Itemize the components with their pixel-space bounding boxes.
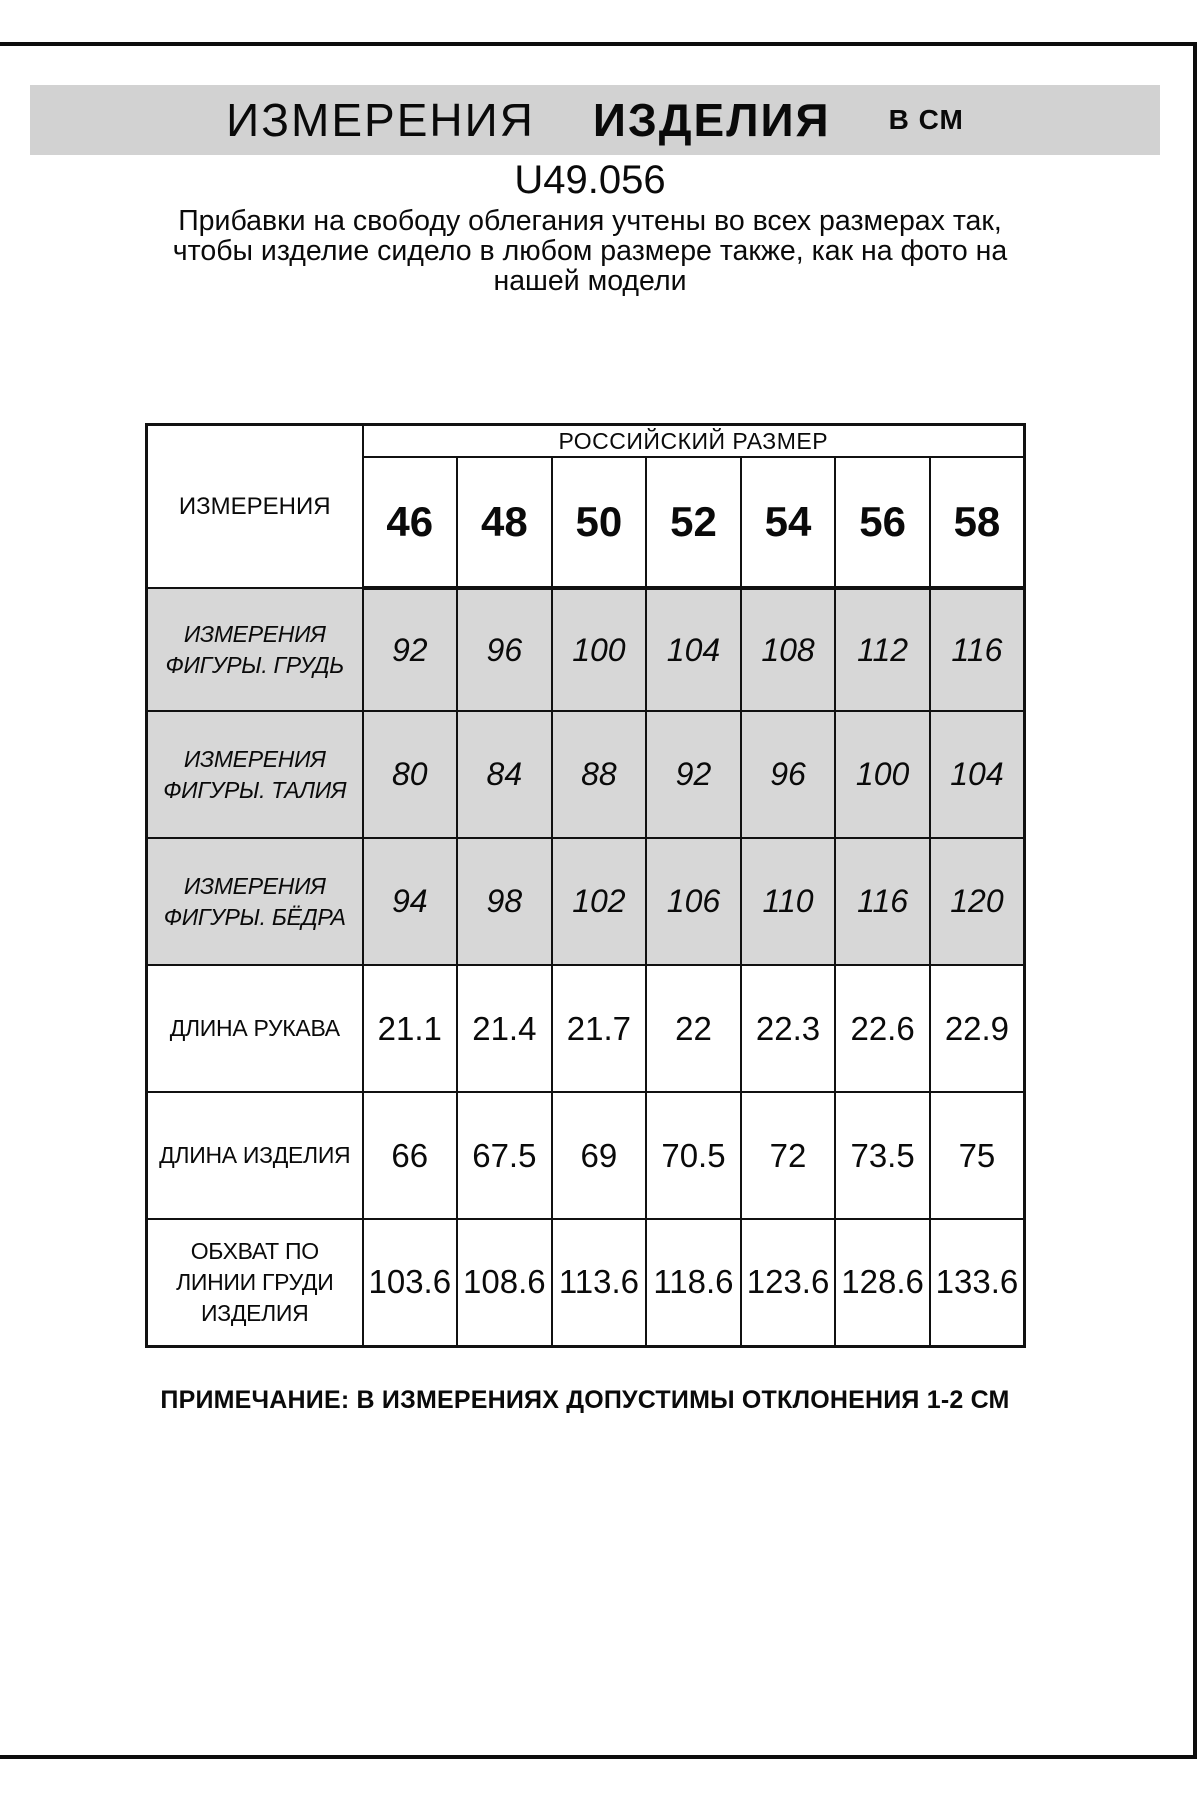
measurement-value-cell: 103.6 xyxy=(363,1219,458,1346)
measurement-row-label: ИЗМЕРЕНИЯ ФИГУРЫ. ТАЛИЯ xyxy=(147,711,363,838)
fit-description xyxy=(145,206,1035,296)
measurement-value-cell: 123.6 xyxy=(741,1219,836,1346)
measurement-value-cell: 94 xyxy=(363,838,458,965)
measurement-value-cell: 108.6 xyxy=(457,1219,552,1346)
measurement-value-cell: 100 xyxy=(552,588,647,711)
tolerance-note: ПРИМЕЧАНИЕ: В ИЗМЕРЕНИЯХ ДОПУСТИМЫ ОТКЛОНЕНИЯ 1-2 СМ xyxy=(160,1386,1010,1414)
measurement-value-cell: 21.4 xyxy=(457,965,552,1092)
size-column-header: 58 xyxy=(930,457,1025,588)
measurement-value-cell: 92 xyxy=(363,588,458,711)
measurement-value-cell: 112 xyxy=(835,588,930,711)
measurement-row xyxy=(147,711,1025,838)
measurement-value-cell: 102 xyxy=(552,838,647,965)
measurement-value-cell: 21.1 xyxy=(363,965,458,1092)
title-word-measurements: ИЗМЕРЕНИЯ xyxy=(226,94,535,146)
measurement-value-cell: 69 xyxy=(552,1092,647,1219)
measurement-value-cell: 72 xyxy=(741,1092,836,1219)
product-code: U49.056 xyxy=(514,158,666,202)
measurement-row xyxy=(147,965,1025,1092)
measurement-row-label: ОБХВАТ ПО ЛИНИИ ГРУДИ ИЗДЕЛИЯ xyxy=(147,1219,363,1346)
measurement-value-cell: 100 xyxy=(835,711,930,838)
size-column-header: 48 xyxy=(457,457,552,588)
measurement-row xyxy=(147,1092,1025,1219)
title-unit-cm: В СМ xyxy=(888,104,964,135)
measurement-value-cell: 104 xyxy=(930,711,1025,838)
measurement-row xyxy=(147,838,1025,965)
measurement-value-cell: 120 xyxy=(930,838,1025,965)
measurement-value-cell: 96 xyxy=(457,588,552,711)
measurement-value-cell: 21.7 xyxy=(552,965,647,1092)
measurement-value-cell: 22.9 xyxy=(930,965,1025,1092)
fit-description-line: Прибавки на свободу облегания учтены во всех размерах так, xyxy=(178,205,1002,237)
russian-size-group-header: РОССИЙСКИЙ РАЗМЕР xyxy=(363,425,1025,458)
measurement-value-cell: 67.5 xyxy=(457,1092,552,1219)
measurements-column-header: ИЗМЕРЕНИЯ xyxy=(147,425,363,589)
measurement-row-label: ИЗМЕРЕНИЯ ФИГУРЫ. ГРУДЬ xyxy=(147,588,363,711)
measurement-row-label: ИЗМЕРЕНИЯ ФИГУРЫ. БЁДРА xyxy=(147,838,363,965)
measurement-row xyxy=(147,588,1025,711)
title-word-product: ИЗДЕЛИЯ xyxy=(592,94,831,146)
measurement-row xyxy=(147,1219,1025,1346)
size-table xyxy=(145,423,1026,1348)
fit-description-line: чтобы изделие сидело в любом размере также, как на фото на xyxy=(172,235,1008,267)
measurement-value-cell: 88 xyxy=(552,711,647,838)
measurement-value-cell: 116 xyxy=(835,838,930,965)
size-column-header: 50 xyxy=(552,457,647,588)
measurement-value-cell: 22 xyxy=(646,965,741,1092)
measurement-row-label: ДЛИНА РУКАВА xyxy=(147,965,363,1092)
measurement-value-cell: 70.5 xyxy=(646,1092,741,1219)
measurement-value-cell: 133.6 xyxy=(930,1219,1025,1346)
measurement-value-cell: 66 xyxy=(363,1092,458,1219)
measurement-row-label: ДЛИНА ИЗДЕЛИЯ xyxy=(147,1092,363,1219)
measurement-value-cell: 84 xyxy=(457,711,552,838)
measurement-value-cell: 22.6 xyxy=(835,965,930,1092)
group-header-row xyxy=(147,425,1025,458)
size-column-header: 54 xyxy=(741,457,836,588)
measurement-value-cell: 108 xyxy=(741,588,836,711)
measurement-value-cell: 128.6 xyxy=(835,1219,930,1346)
measurement-value-cell: 116 xyxy=(930,588,1025,711)
measurement-value-cell: 73.5 xyxy=(835,1092,930,1219)
fit-description-line: нашей модели xyxy=(493,265,687,297)
title-bar xyxy=(30,85,1160,155)
measurement-value-cell: 96 xyxy=(741,711,836,838)
measurement-value-cell: 118.6 xyxy=(646,1219,741,1346)
measurement-value-cell: 110 xyxy=(741,838,836,965)
size-column-header: 52 xyxy=(646,457,741,588)
measurement-value-cell: 80 xyxy=(363,711,458,838)
measurement-value-cell: 75 xyxy=(930,1092,1025,1219)
measurement-value-cell: 92 xyxy=(646,711,741,838)
measurement-value-cell: 22.3 xyxy=(741,965,836,1092)
size-column-header: 46 xyxy=(363,457,458,588)
size-column-header: 56 xyxy=(835,457,930,588)
measurement-value-cell: 98 xyxy=(457,838,552,965)
measurement-value-cell: 106 xyxy=(646,838,741,965)
measurement-value-cell: 113.6 xyxy=(552,1219,647,1346)
measurement-value-cell: 104 xyxy=(646,588,741,711)
